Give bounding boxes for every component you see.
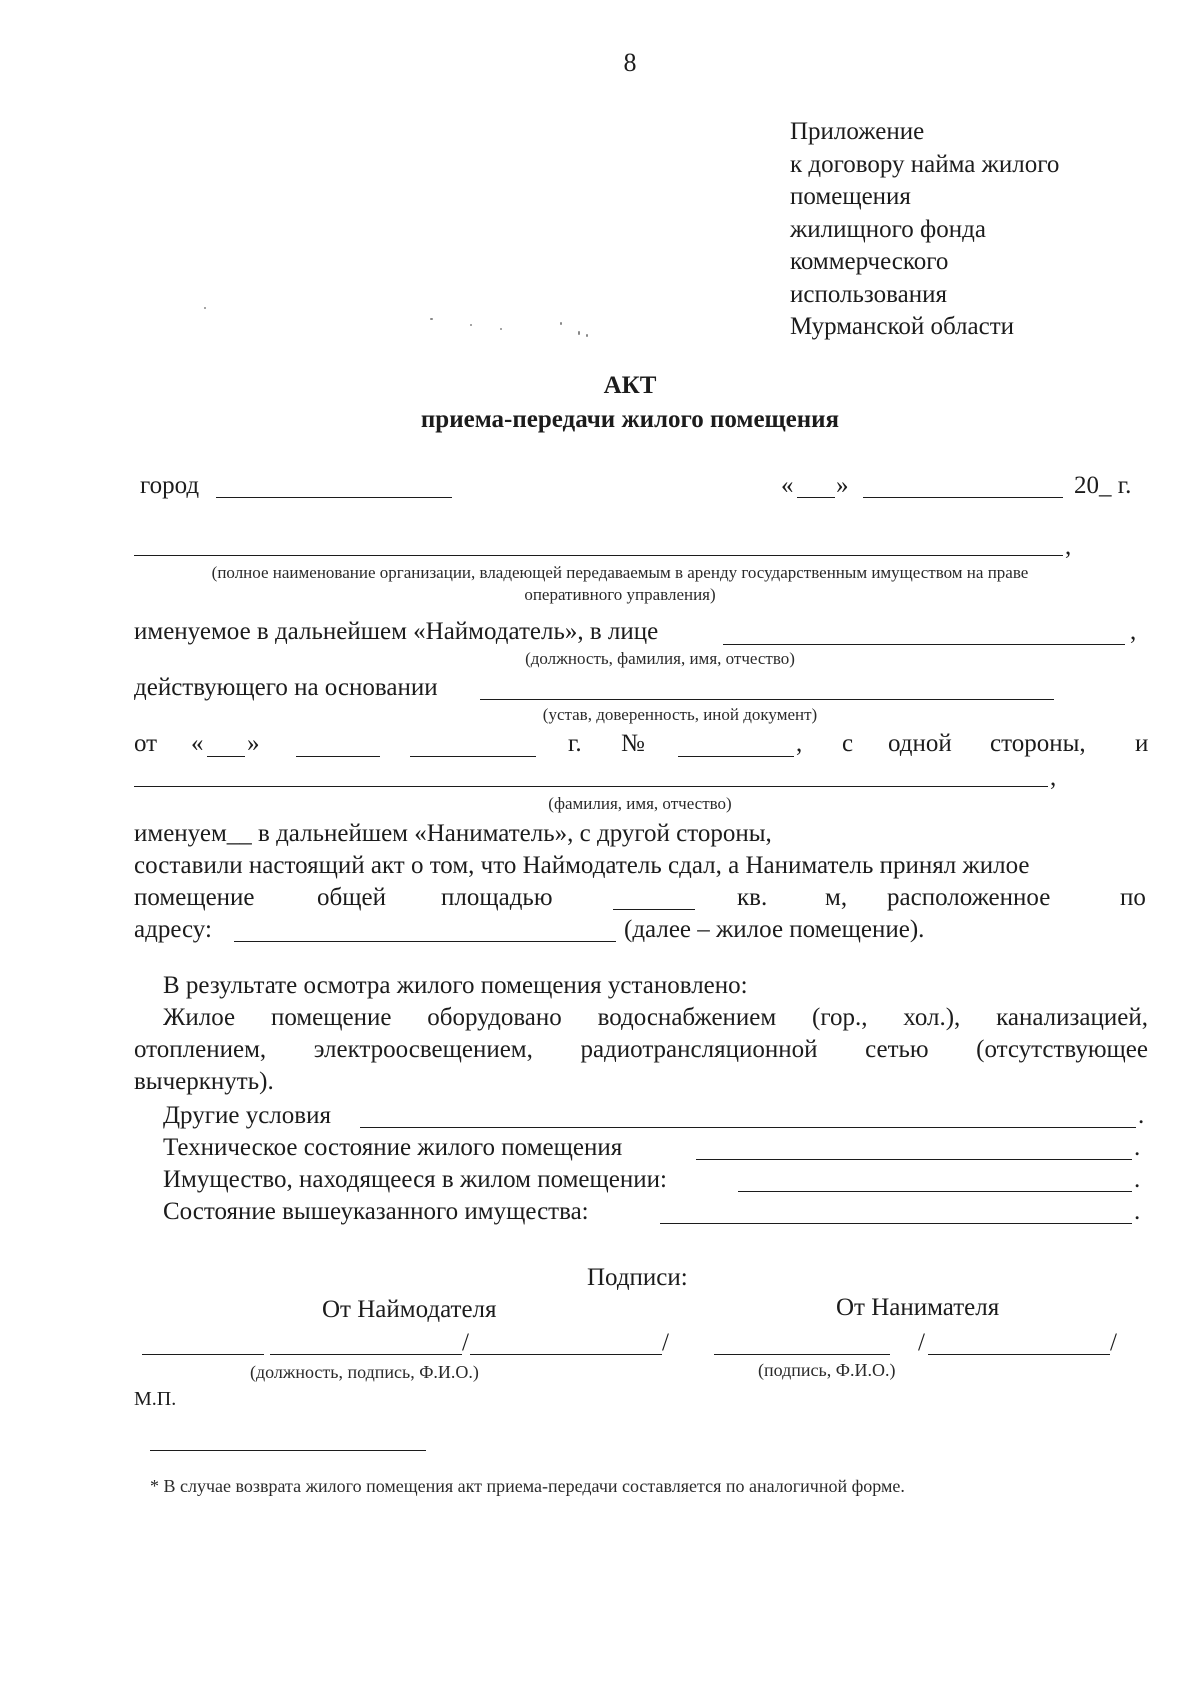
appendix-line: жилищного фонда [790, 215, 986, 243]
landlord-signature-label: От Наймодателя [322, 1296, 497, 1323]
city-label: город [140, 472, 200, 499]
date-day-field[interactable] [797, 497, 835, 498]
area-word-4: кв. [737, 884, 768, 911]
from-quote-close: » [247, 730, 260, 757]
from-word-side: стороны, [990, 730, 1086, 757]
scan-speck [578, 331, 580, 335]
scan-speck [560, 322, 562, 325]
scan-speck [470, 324, 472, 326]
basis-note: (устав, доверенность, иной документ) [542, 705, 818, 724]
tenant-intro-line: именуем__ в дальнейшем «Наниматель», с другой стороны, [134, 820, 772, 847]
equipment-line: Жилое помещение оборудовано водоснабжением (гор., хол.), канализацией, [163, 1004, 1148, 1031]
inspection-intro: В результате осмотра жилого помещения установлено: [163, 972, 748, 999]
city-field[interactable] [216, 497, 452, 498]
document-number-field[interactable] [678, 756, 794, 757]
address-tail: (далее – жилое помещение). [624, 916, 925, 943]
from-word-one: одной [888, 730, 952, 757]
document-subtitle: приема-передачи жилого помещения [420, 406, 840, 433]
organization-field[interactable] [134, 555, 1063, 556]
tenant-slash-end: / [1110, 1329, 1117, 1356]
tenant-signature-label: От Нанимателя [836, 1294, 1000, 1321]
tenant-signature-note: (подпись, Ф.И.О.) [758, 1360, 896, 1380]
technical-state-period: . [1134, 1134, 1141, 1161]
page-number: 8 [623, 48, 637, 77]
appendix-line: к договору найма жилого [790, 150, 1060, 178]
date-month-field[interactable] [863, 497, 1063, 498]
from-year-field[interactable] [410, 756, 536, 757]
technical-state-field[interactable] [696, 1159, 1132, 1160]
area-word-1: помещение [134, 884, 255, 911]
area-field[interactable] [613, 909, 695, 910]
area-word-5: м, [825, 884, 848, 911]
address-field[interactable] [234, 941, 616, 942]
landlord-representative-field[interactable] [723, 644, 1125, 645]
landlord-name-field[interactable] [470, 1354, 662, 1355]
act-statement-line: составили настоящий акт о том, что Наймодатель сдал, а Наниматель принял жилое [134, 852, 1030, 879]
landlord-slash: / [462, 1329, 469, 1356]
from-quote-open: « [191, 730, 204, 757]
signatures-heading: Подписи: [587, 1264, 688, 1291]
appendix-line: помещения [790, 183, 911, 210]
property-period: . [1134, 1166, 1141, 1193]
date-day-close: » [836, 472, 849, 499]
other-conditions-period: . [1138, 1102, 1145, 1129]
property-field[interactable] [738, 1191, 1132, 1192]
property-condition-field[interactable] [660, 1223, 1132, 1224]
from-label: от [134, 730, 158, 757]
area-word-6: расположенное [887, 884, 1051, 911]
tenant-name-field[interactable] [134, 786, 1048, 787]
property-condition-label: Состояние вышеуказанного имущества: [163, 1198, 589, 1225]
appendix-line: коммерческого [790, 248, 949, 275]
organization-note-line: оперативного управления) [524, 585, 716, 604]
scan-speck [204, 307, 206, 309]
equipment-line: вычеркнуть). [134, 1068, 274, 1095]
stamp-label: М.П. [134, 1388, 177, 1410]
scan-speck [586, 334, 588, 337]
number-sign: № [621, 730, 645, 757]
landlord-trailing-comma: , [1130, 618, 1137, 645]
area-word-7: по [1120, 884, 1146, 911]
property-condition-period: . [1134, 1198, 1141, 1225]
tenant-name-sign-field[interactable] [928, 1354, 1110, 1355]
scan-speck [500, 328, 502, 330]
from-month-field[interactable] [296, 756, 380, 757]
tenant-trailing-comma: , [1050, 764, 1057, 791]
scan-speck [430, 318, 433, 320]
year-label: 20_ г. [1074, 472, 1132, 499]
landlord-note: (должность, фамилия, имя, отчество) [525, 649, 795, 668]
landlord-slash-end: / [662, 1329, 669, 1356]
organization-trailing-comma: , [1065, 533, 1072, 560]
from-day-field[interactable] [207, 756, 245, 757]
other-conditions-field[interactable] [360, 1127, 1136, 1128]
document-title: АКТ [603, 372, 657, 399]
tenant-slash: / [918, 1329, 925, 1356]
basis-text: действующего на основании [134, 674, 438, 701]
appendix-line: Мурманской области [790, 313, 1015, 340]
appendix-line: использования [790, 280, 947, 308]
tenant-name-note: (фамилия, имя, отчество) [548, 794, 732, 813]
landlord-signature-field[interactable] [270, 1354, 462, 1355]
other-conditions-label: Другие условия [163, 1102, 331, 1129]
footnote-separator [150, 1450, 426, 1451]
organization-note-line: (полное наименование организации, владеющей передаваемым в аренду государственным имуществом на праве [211, 563, 1029, 582]
tenant-signature-field[interactable] [714, 1354, 890, 1355]
from-year-suffix: г. [568, 730, 582, 757]
landlord-text: именуемое в дальнейшем «Наймодатель», в лице [134, 618, 659, 645]
organization-note [120, 562, 1120, 606]
from-comma: , [796, 730, 803, 757]
area-word-3: площадью [441, 884, 553, 911]
appendix-line: Приложение [790, 118, 925, 145]
from-word-and: и [1135, 730, 1149, 757]
footnote: * В случае возврата жилого помещения акт приема-передачи составляется по аналогичной форме. [150, 1476, 905, 1496]
property-label: Имущество, находящееся в жилом помещении: [163, 1166, 667, 1193]
landlord-signature-note: (должность, подпись, Ф.И.О.) [250, 1362, 479, 1382]
from-word-c: с [842, 730, 854, 757]
basis-field[interactable] [480, 699, 1054, 700]
technical-state-label: Техническое состояние жилого помещения [163, 1134, 623, 1161]
address-label: адресу: [134, 916, 212, 943]
appendix-block [790, 116, 1059, 344]
equipment-line: отоплением, электроосвещением, радиотрансляционной сетью (отсутствующее [134, 1036, 1148, 1063]
landlord-position-field[interactable] [142, 1354, 264, 1355]
date-day-open: « [781, 472, 794, 499]
area-word-2: общей [317, 884, 386, 911]
